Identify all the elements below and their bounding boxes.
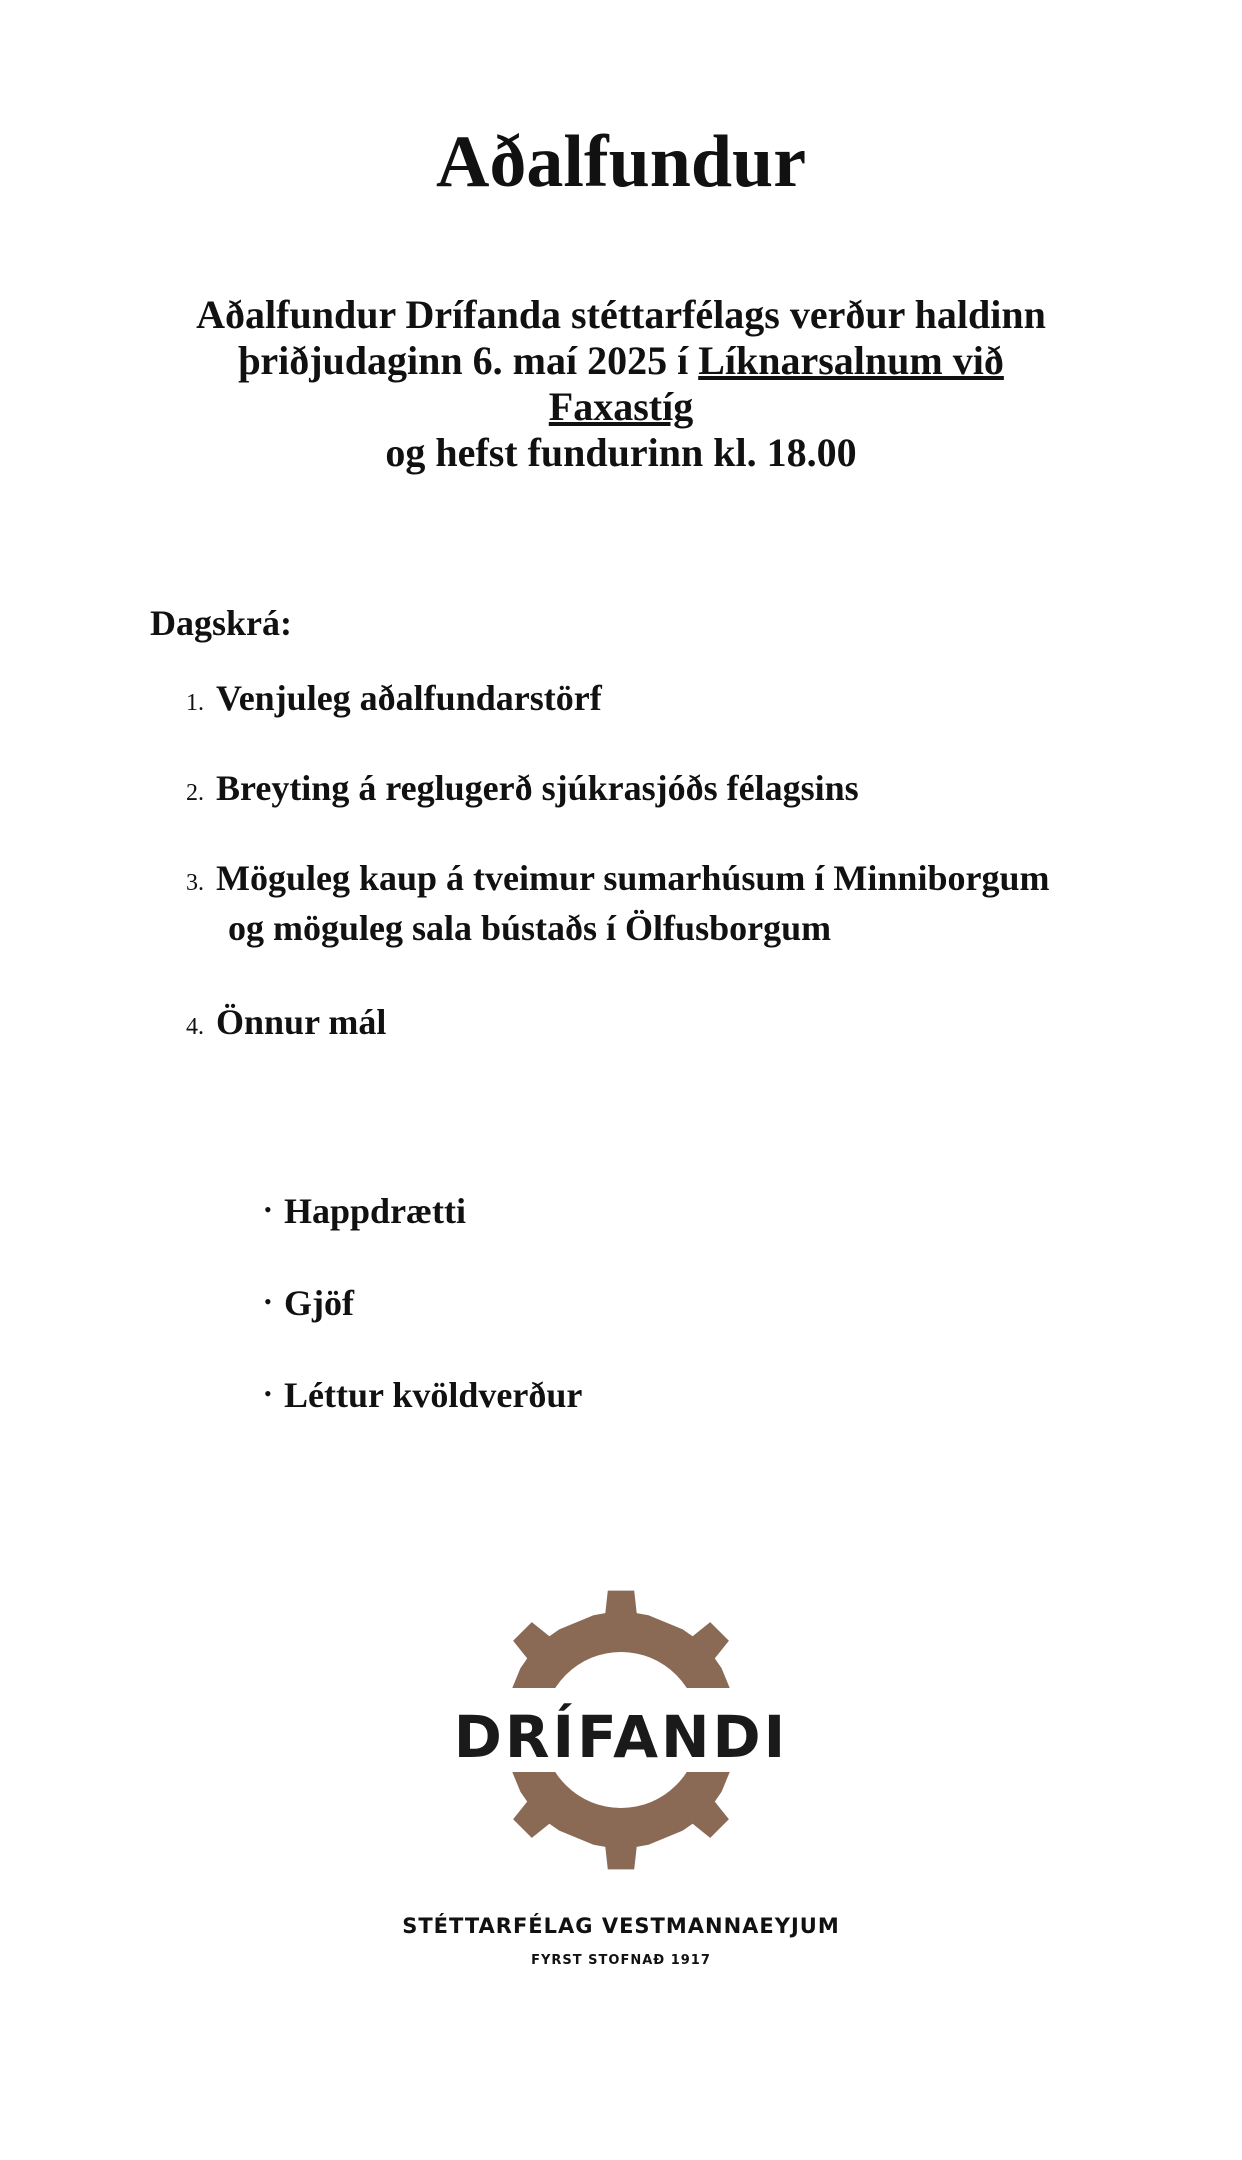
announcement-date: þriðjudaginn 6. maí 2025 í bbox=[238, 338, 699, 383]
agenda-item-number: 3. bbox=[186, 870, 204, 896]
bullet-icon: • bbox=[264, 1381, 272, 1406]
announcement-line-1: Aðalfundur Drífanda stéttarfélags verður haldinn bbox=[196, 292, 1046, 337]
agenda-item-text: Breyting á reglugerð sjúkrasjóðs félagsins bbox=[216, 768, 859, 808]
bullet-icon: • bbox=[264, 1197, 272, 1222]
agenda-item-continuation: og möguleg sala bústaðs í Ölfusborgum bbox=[228, 908, 832, 948]
announcement-line-2 bbox=[131, 338, 1111, 384]
agenda-item-text: Möguleg kaup á tveimur sumarhúsum í Minniborgum bbox=[216, 858, 1050, 898]
extra-item-gift bbox=[264, 1282, 354, 1324]
meeting-location-part-1: Líknarsalnum við bbox=[698, 338, 1004, 383]
page-title: Aðalfundur bbox=[435, 121, 807, 203]
agenda-item-number: 1. bbox=[186, 690, 204, 716]
drifandi-logo bbox=[0, 1585, 1242, 1885]
agenda-item-4 bbox=[186, 1000, 386, 1050]
logo-wordmark: DRÍFANDI bbox=[453, 1703, 789, 1771]
agenda-item-text: Önnur mál bbox=[216, 1002, 387, 1042]
agenda-item-text: Venjuleg aðalfundarstörf bbox=[216, 678, 602, 718]
extra-item-text: Happdrætti bbox=[284, 1191, 467, 1231]
agenda-item-1 bbox=[186, 676, 602, 726]
extra-item-text: Léttur kvöldverður bbox=[284, 1375, 583, 1415]
agenda-item-number: 4. bbox=[186, 1014, 204, 1040]
agenda-heading: Dagskrá: bbox=[150, 603, 292, 643]
agenda-item-number: 2. bbox=[186, 780, 204, 806]
extra-item-dinner bbox=[264, 1374, 582, 1416]
organization-name: STÉTTARFÉLAG VESTMANNAEYJUM bbox=[402, 1914, 840, 1938]
agenda-item-2 bbox=[186, 766, 859, 816]
extra-item-text: Gjöf bbox=[284, 1283, 354, 1323]
announcement-line-4: og hefst fundurinn kl. 18.00 bbox=[385, 430, 857, 475]
announcement-line-3 bbox=[131, 384, 1111, 430]
founded-text: FYRST STOFNAÐ 1917 bbox=[531, 1953, 711, 1968]
meeting-announcement bbox=[131, 292, 1111, 476]
meeting-location-part-2: Faxastíg bbox=[548, 384, 694, 429]
bullet-icon: • bbox=[264, 1289, 272, 1314]
extra-item-raffle bbox=[264, 1190, 466, 1232]
agenda-item-3 bbox=[186, 856, 1049, 951]
